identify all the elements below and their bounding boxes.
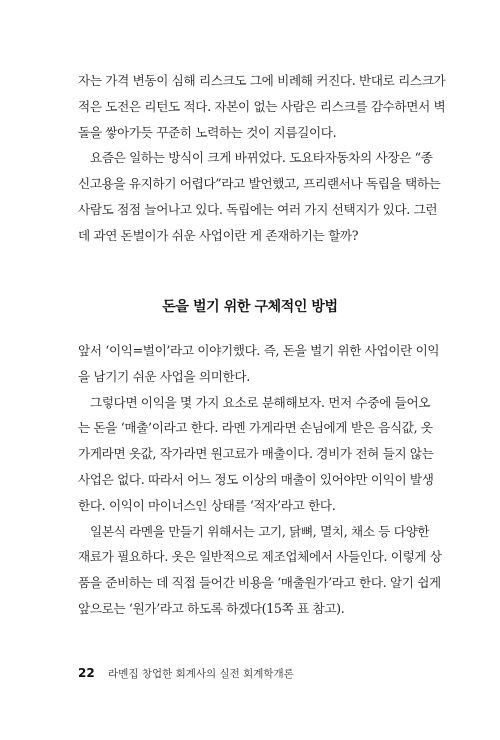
- text-line: 적은 도전은 리턴도 적다. 자본이 없는 사람은 리스크를 감수하면서 벽: [78, 98, 446, 114]
- text-line: 사업은 없다. 따라서 어느 정도 이상의 매출이 있어야만 이익이 발생: [78, 471, 434, 487]
- text-line: 을 남기기 쉬운 사업을 의미한다.: [78, 368, 250, 384]
- text-line: 데 과연 돈벌이가 쉬운 사업이란 게 존재하기는 할까?: [78, 227, 359, 243]
- text-line: 재료가 필요하다. 옷은 일반적으로 제조업체에서 사들인다. 이렇게 상: [78, 549, 442, 565]
- text-line: 자는 가격 변동이 심해 리스크도 그에 비례해 커진다. 반대로 리스크가: [78, 73, 446, 88]
- text-line: 는 돈을 ‘매출’이라고 한다. 라멘 가게라면 손님에게 받은 음식값, 옷: [78, 420, 433, 436]
- text-line: 앞서 ‘이익=벌이’라고 이야기했다. 즉, 돈을 벌기 위한 사업이란 이익: [78, 343, 440, 358]
- text-line: 한다. 이익이 마이너스인 상태를 ‘적자’라고 한다.: [78, 497, 336, 513]
- section-heading: 돈을 벌기 위한 구체적인 방법: [162, 299, 338, 315]
- text-line: 신고용을 유지하기 어렵다”라고 발언했고, 프리랜서나 독립을 택하는: [78, 176, 441, 192]
- body-text-bottom: [78, 338, 442, 622]
- text-line: 돌을 쌓아가듯 꾸준히 노력하는 것이 지름길이다.: [78, 124, 337, 140]
- text-line: 앞으로는 ‘원가’라고 하도록 하겠다(15쪽 표 참고).: [78, 600, 345, 616]
- text-line: 그렇다면 이익을 몇 가지 요소로 분해해보자. 먼저 수중에 들어오: [90, 394, 431, 410]
- text-line: 일본식 라멘을 만들기 위해서는 고기, 닭뼈, 멸치, 채소 등 다양한: [90, 523, 430, 539]
- page-footer: [78, 666, 294, 681]
- body-text-top: [78, 68, 446, 249]
- page-number: 22: [78, 666, 95, 680]
- running-title: 라멘집 창업한 회계사의 실전 회계학개론: [108, 668, 294, 680]
- text-line: 사람도 점점 늘어나고 있다. 독립에는 여러 가지 선택지가 있다. 그런: [78, 201, 438, 217]
- text-line: 가게라면 옷값, 작가라면 원고료가 매출이다. 경비가 전혀 들지 않는: [78, 446, 434, 462]
- text-line: 품을 준비하는 데 직접 들어간 비용을 ‘매출원가’라고 한다. 알기 쉽게: [78, 575, 441, 591]
- text-line: 요즘은 일하는 방식이 크게 바뀌었다. 도요타자동차의 사장은 “종: [90, 150, 433, 166]
